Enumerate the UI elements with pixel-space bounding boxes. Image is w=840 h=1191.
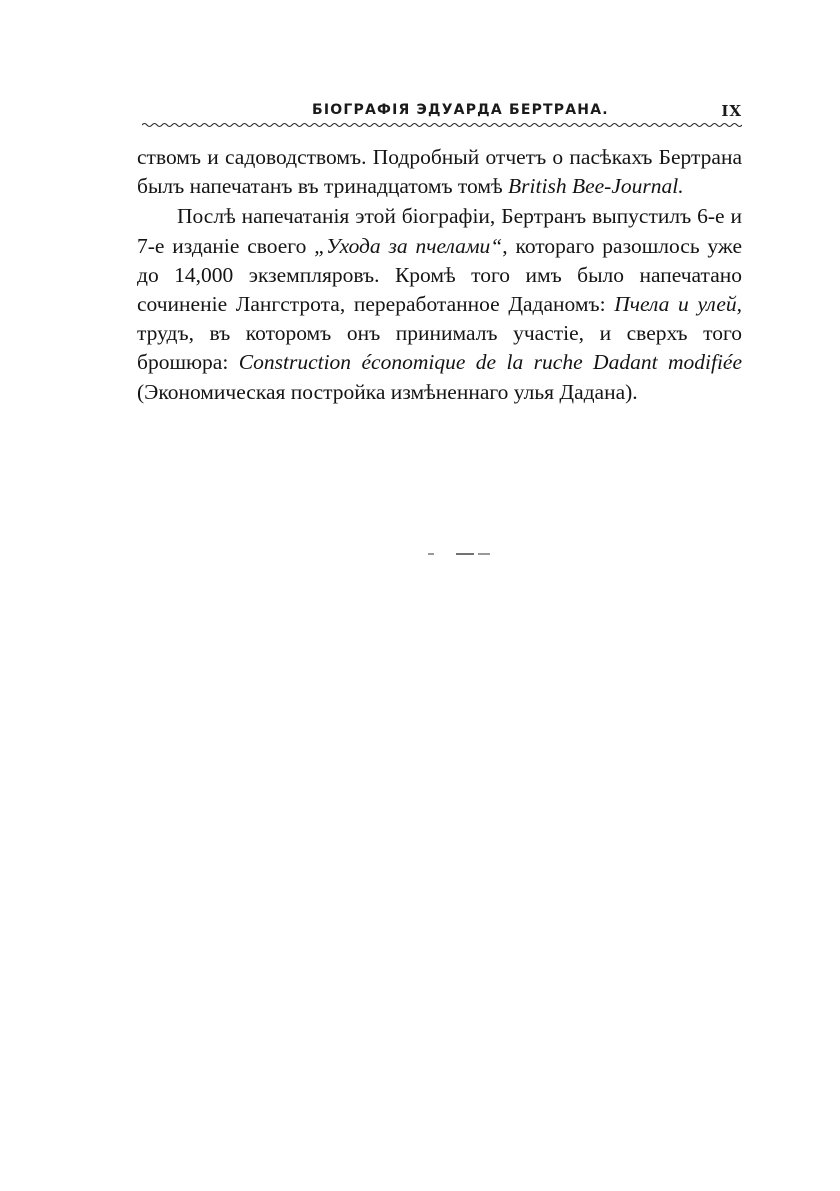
paragraph-continued (137, 143, 742, 201)
text-run: ствомъ и садоводствомъ. Подробный отчетъ о пасѣкахъ Бертрана былъ напечатанъ въ тринадцатомъ томѣ (137, 145, 742, 199)
text-run: Послѣ напечатанія этой біографіи, Бертранъ выпустилъ 6-е и 7-е изданіе своего (137, 204, 742, 258)
page-number: IX (721, 102, 742, 120)
italic-journal-title: British Bee-Journal. (508, 174, 684, 199)
running-title: БІОГРАФІЯ ЭДУАРДА БЕРТРАНА. (312, 102, 609, 118)
italic-brochure-title: Construction économique de la ruche Dadant modifiée (238, 350, 743, 375)
text-run: трудъ, въ которомъ онъ принималъ участіе, и сверхъ того брошюра: (137, 321, 742, 375)
section-end-ornament (428, 552, 492, 556)
italic-book-title: „Ухода за пчелами“ (314, 233, 503, 258)
text-run: , котораго разошлось уже до 14,000 экземпляровъ. Кромѣ того имъ было напечатано сочиненіе Лангстрота, переработанное Даданомъ: (137, 233, 743, 317)
text-run: (Экономическая постройка измѣненнаго улья Дадана). (137, 379, 638, 404)
header-wavy-rule (142, 122, 742, 128)
body-text (137, 143, 742, 407)
paragraph-publications (137, 202, 742, 406)
italic-book-title: Пчела и улей, (614, 292, 742, 317)
